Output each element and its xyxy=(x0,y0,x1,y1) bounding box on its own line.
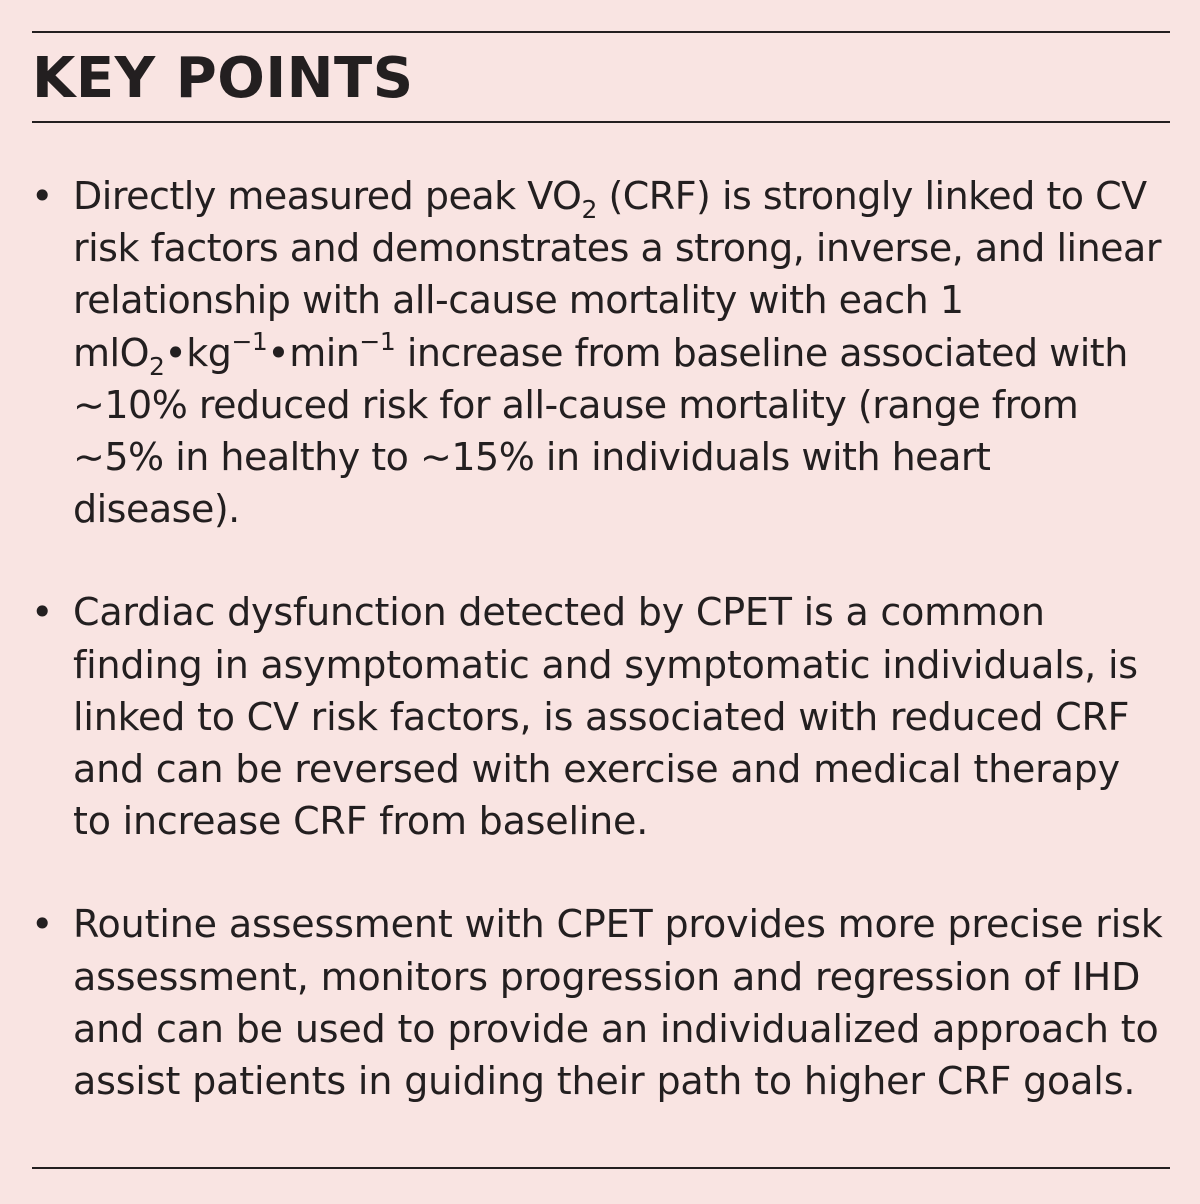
bullet-icon: • xyxy=(31,902,54,947)
key-point-1-text: Directly measured peak $VO_2$ (CRF) is strongly linked to CV risk factors and demonstrates a strong, inverse, and linear relationship with all-cause mortality with each 1 $mlO_2•kg^{-1}•\min^{-1}$ increase from baseline associated with ∼10% reduced risk for all-cause mortality (range from ∼5% in healthy to ∼15% in individuals with heart disease). xyxy=(73,174,1161,532)
top-rule xyxy=(32,31,1170,33)
key-point-1 xyxy=(0,170,1168,535)
bullet-icon: • xyxy=(31,590,54,635)
heading-rule xyxy=(32,121,1170,123)
key-point-2-text: Cardiac dysfunction detected by CPET is a common finding in asymptomatic and symptomatic individuals, is linked to CV risk factors, is associated with reduced CRF and can be reversed with exercise and medical therapy to increase CRF from baseline. xyxy=(73,590,1138,844)
key-point-2 xyxy=(0,586,1168,847)
bullet-icon: • xyxy=(31,174,53,218)
box-heading: KEY POINTS xyxy=(32,46,414,111)
bottom-rule xyxy=(32,1167,1170,1169)
key-point-3-text: Routine assessment with CPET provides more precise risk assessment, monitors progression and regression of IHD and can be used to provide an individualized approach to assist patients in guiding their path to higher CRF goals. xyxy=(73,902,1163,1104)
key-point-3 xyxy=(0,898,1168,1107)
key-points-list xyxy=(0,170,1200,1158)
